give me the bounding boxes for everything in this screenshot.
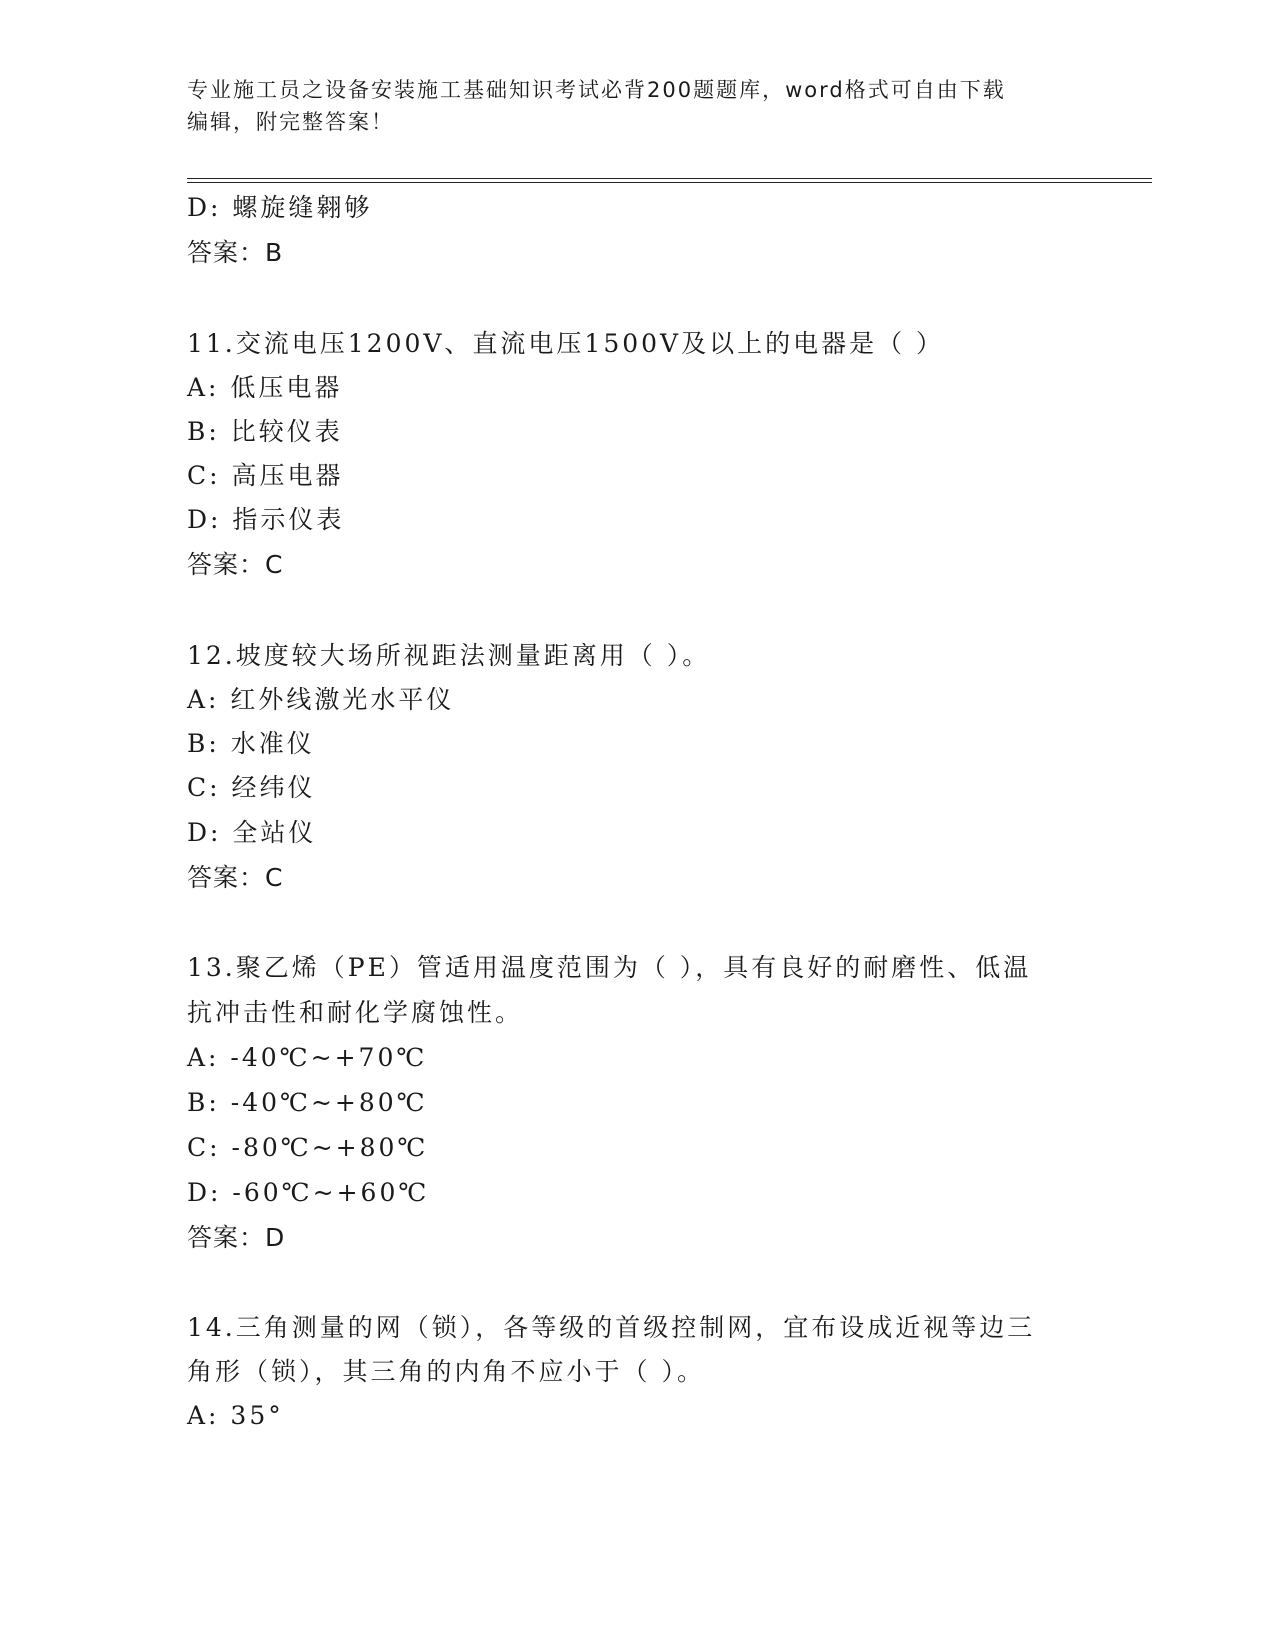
question-11-stem: 11.交流电压1200V、直流电压1500V及以上的电器是（ ） [187, 329, 945, 358]
header-line-1: 专业施工员之设备安装施工基础知识考试必背200题题库，word格式可自由下载 [187, 78, 1006, 102]
document-header [187, 74, 1067, 138]
question-12-answer: 答案：C [187, 863, 284, 892]
header-divider-bottom [187, 182, 1152, 183]
header-divider-top [187, 178, 1152, 179]
question-11-option-c: C: 高压电器 [187, 461, 344, 490]
prev-option-d: D: 螺旋缝翱够 [187, 193, 373, 222]
question-12-option-a: A: 红外线激光水平仪 [187, 685, 455, 714]
question-14-option-a: A: 35° [187, 1401, 284, 1430]
prev-answer: 答案：B [187, 238, 284, 267]
question-12-option-b: B: 水准仪 [187, 729, 315, 758]
question-12-option-c: C: 经纬仪 [187, 773, 316, 802]
question-11-answer: 答案：C [187, 550, 284, 579]
question-13-stem-line-2: 抗冲击性和耐化学腐蚀性。 [187, 998, 524, 1027]
question-13-option-c: C: -80℃~+80℃ [187, 1133, 429, 1162]
question-13-stem-line-1: 13.聚乙烯（PE）管适用温度范围为（ ），具有良好的耐磨性、低温 [187, 953, 1032, 982]
question-13-option-d: D: -60℃~+60℃ [187, 1178, 430, 1207]
question-11-option-d: D: 指示仪表 [187, 505, 345, 534]
question-12-option-d: D: 全站仪 [187, 818, 317, 847]
question-13-option-b: B: -40℃~+80℃ [187, 1088, 428, 1117]
question-12-stem: 12.坡度较大场所视距法测量距离用（ ）。 [187, 641, 711, 670]
question-13-option-a: A: -40℃~+70℃ [187, 1043, 428, 1072]
question-13-answer: 答案：D [187, 1223, 286, 1252]
header-line-2: 编辑，附完整答案！ [187, 110, 394, 134]
question-14-stem-line-2: 角形（锁），其三角的内角不应小于（ ）。 [187, 1357, 705, 1386]
question-11-option-a: A: 低压电器 [187, 373, 343, 402]
question-14-stem-line-1: 14.三角测量的网（锁），各等级的首级控制网，宜布设成近视等边三 [187, 1313, 1036, 1342]
question-11-option-b: B: 比较仪表 [187, 417, 343, 446]
